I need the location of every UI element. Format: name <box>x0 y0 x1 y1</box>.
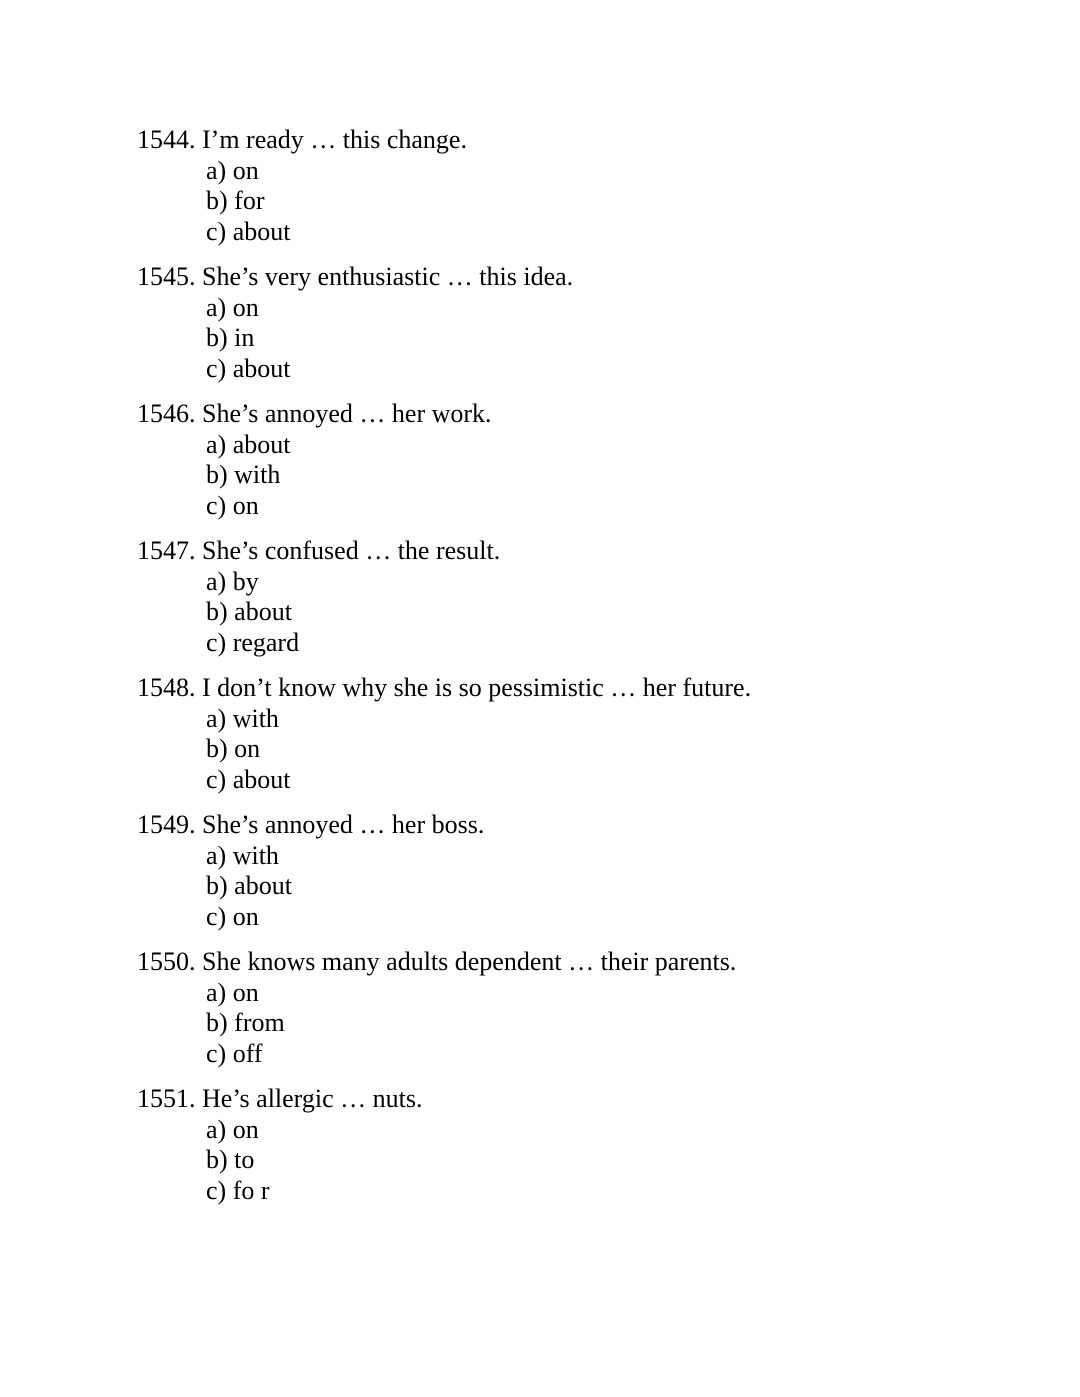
answer-options <box>137 156 1037 248</box>
option-a: a) on <box>206 292 259 322</box>
question-stem: He’s allergic … nuts. <box>202 1084 423 1113</box>
option-a: a) by <box>206 566 259 596</box>
answer-options <box>137 1115 1037 1207</box>
question-number: 1547. <box>137 536 196 565</box>
question-text <box>137 1084 1037 1115</box>
question-stem: She’s confused … the result. <box>202 536 501 565</box>
option-a: a) on <box>206 1114 259 1144</box>
question-text <box>137 810 1037 841</box>
question-stem: I’m ready … this change. <box>202 125 467 154</box>
question-text <box>137 262 1037 293</box>
question-number: 1549. <box>137 810 196 839</box>
question-list <box>137 125 1037 1221</box>
question-number: 1545. <box>137 262 196 291</box>
question-stem: She’s very enthusiastic … this idea. <box>202 262 574 291</box>
option-c: c) on <box>206 901 259 931</box>
option-a: a) with <box>206 840 279 870</box>
question-1551 <box>137 1084 1037 1206</box>
question-number: 1544. <box>137 125 196 154</box>
question-stem: I don’t know why she is so pessimistic … her future. <box>202 673 752 702</box>
question-text <box>137 399 1037 430</box>
question-1546 <box>137 399 1037 521</box>
option-c: c) about <box>206 353 291 383</box>
question-stem: She’s annoyed … her work. <box>202 399 492 428</box>
question-number: 1550. <box>137 947 196 976</box>
option-b: b) in <box>206 323 255 352</box>
option-b: b) with <box>206 460 281 489</box>
option-c: c) on <box>206 490 259 520</box>
answer-options <box>137 978 1037 1070</box>
question-stem: She knows many adults dependent … their parents. <box>202 947 737 976</box>
answer-options <box>137 841 1037 933</box>
option-b: b) about <box>206 597 292 626</box>
question-text <box>137 536 1037 567</box>
option-a: a) on <box>206 155 259 185</box>
option-b: b) from <box>206 1008 285 1037</box>
question-1547 <box>137 536 1037 658</box>
question-text <box>137 673 1037 704</box>
question-1545 <box>137 262 1037 384</box>
option-a: a) with <box>206 703 279 733</box>
answer-options <box>137 704 1037 796</box>
option-c: c) about <box>206 764 291 794</box>
question-1550 <box>137 947 1037 1069</box>
option-a: a) on <box>206 977 259 1007</box>
question-1544 <box>137 125 1037 247</box>
option-c: c) about <box>206 216 291 246</box>
option-c: c) off <box>206 1038 263 1068</box>
question-number: 1548. <box>137 673 196 702</box>
question-1548 <box>137 673 1037 795</box>
question-text <box>137 125 1037 156</box>
question-text <box>137 947 1037 978</box>
question-1549 <box>137 810 1037 932</box>
question-number: 1546. <box>137 399 196 428</box>
option-a: a) about <box>206 429 291 459</box>
option-c: c) regard <box>206 627 300 657</box>
answer-options <box>137 567 1037 659</box>
option-c: c) fo r <box>206 1175 270 1205</box>
question-stem: She’s annoyed … her boss. <box>202 810 485 839</box>
question-number: 1551. <box>137 1084 196 1113</box>
answer-options <box>137 293 1037 385</box>
option-b: b) for <box>206 186 265 215</box>
option-b: b) on <box>206 734 261 763</box>
option-b: b) about <box>206 871 292 900</box>
option-b: b) to <box>206 1145 255 1174</box>
answer-options <box>137 430 1037 522</box>
